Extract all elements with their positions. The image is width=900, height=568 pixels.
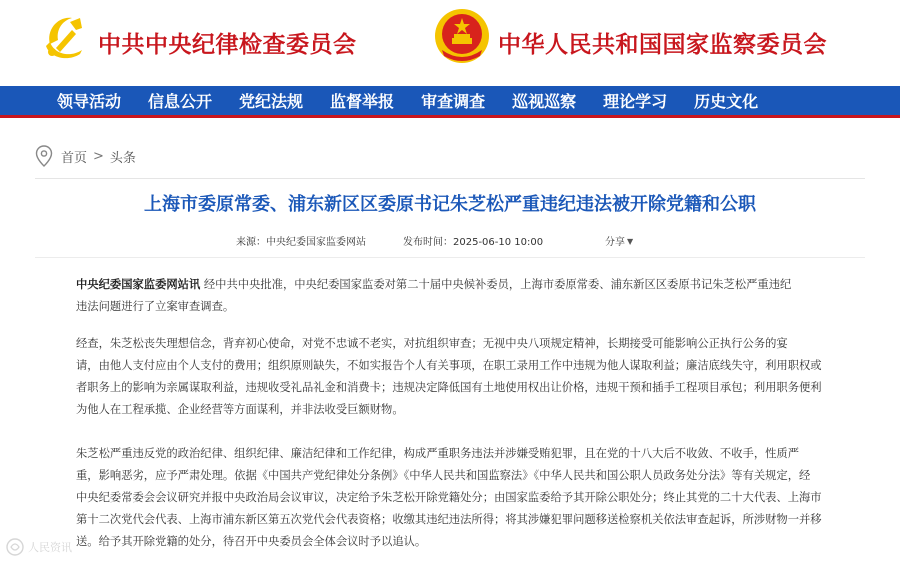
article-paragraph-1 [76, 274, 848, 318]
nav-item-investigation[interactable]: 审查调查 [421, 92, 486, 111]
paragraph-line: 送。给予其开除党籍的处分，待召开中央委员会全体会议时予以追认。 [76, 535, 427, 548]
paragraph-line: 违法问题进行了立案审查调查。 [76, 300, 235, 313]
breadcrumb-current[interactable]: 头条 [109, 150, 136, 166]
breadcrumb-divider [35, 178, 865, 179]
watermark-logo-icon [6, 538, 24, 556]
paragraph-line: 中央纪委常委会会议研究并报中央政治局会议审议，决定给予朱芝松开除党籍处分；由国家监委给予其开除公职处分；终止其党的二十大代表、上海市 [76, 491, 822, 504]
nav-item-party-regulations[interactable]: 党纪法规 [239, 92, 304, 111]
paragraph-line: 第十二次党代会代表、上海市浦东新区第五次党代会代表资格；收缴其违纪违法所得；将其涉嫌犯罪问题移送检察机关依法审查起诉，所涉财物一并移 [76, 513, 822, 526]
main-nav [0, 86, 900, 118]
nav-item-history-culture[interactable]: 历史文化 [694, 92, 759, 111]
breadcrumb-separator: > [93, 148, 104, 164]
paragraph-line: 者职务上的影响为亲属谋取利益，违规收受礼品礼金和消费卡；违规决定降低国有土地使用权出让价格，违规干预和插手工程项目承包；利用职务便利 [76, 381, 822, 394]
paragraph-line: 为他人在工程承揽、企业经营等方面谋利，并非法收受巨额财物。 [76, 403, 404, 416]
location-pin-icon [35, 145, 53, 167]
article-source: 来源：中央纪委国家监委网站 [236, 237, 366, 248]
share-label: 分享 [605, 237, 625, 248]
nav-item-inspection[interactable]: 巡视巡察 [512, 92, 577, 111]
nav-item-leader-activities[interactable]: 领导活动 [57, 92, 122, 111]
paragraph-line: 请，由他人支付应由个人支付的费用；组织原则缺失，不如实报告个人有关事项，在职工录用工作中违规为他人谋取利益；廉洁底线失守，利用职权或 [76, 359, 822, 372]
breadcrumb-home-link[interactable]: 首页 [61, 150, 88, 166]
party-emblem-icon[interactable] [36, 8, 92, 64]
nav-item-report[interactable]: 监督举报 [330, 92, 395, 111]
nav-item-info-disclosure[interactable]: 信息公开 [148, 92, 213, 111]
national-emblem-icon[interactable] [434, 8, 490, 64]
paragraph-line: 重，影响恶劣，应予严肃处理。依据《中国共产党纪律处分条例》《中华人民共和国监察法》《中华人民共和国公职人员政务处分法》等有关规定，经 [76, 469, 811, 482]
breadcrumb [35, 145, 136, 167]
article-publish-time: 发布时间：2025-06-10 10:00 [403, 237, 544, 248]
site-header [0, 0, 900, 86]
watermark [6, 538, 72, 556]
nav-list [0, 86, 900, 115]
paragraph-line: 朱芝松严重违反党的政治纪律、组织纪律、廉洁纪律和工作纪律，构成严重职务违法并涉嫌受贿犯罪，且在党的十八大后不收敛、不收手，性质严 [76, 447, 800, 460]
chevron-down-icon: ▼ [627, 237, 634, 246]
party-committee-name[interactable]: 中共中央纪律检查委员会 [98, 31, 357, 58]
nav-item-theory-study[interactable]: 理论学习 [603, 92, 668, 111]
watermark-text: 人民资讯 [28, 541, 72, 554]
article-paragraph-2 [76, 333, 848, 421]
state-commission-name[interactable]: 中华人民共和国国家监察委员会 [498, 31, 827, 58]
lead-source: 中央纪委国家监委网站讯 [76, 278, 201, 291]
lead-text: 经中共中央批准，中央纪委国家监委对第二十届中央候补委员，上海市委原常委、浦东新区区委原书记朱芝松严重违纪 [200, 278, 792, 291]
paragraph-line [76, 274, 848, 296]
paragraph-line: 经查，朱芝松丧失理想信念，背弃初心使命，对党不忠诚不老实，对抗组织审查；无视中央八项规定精神，长期接受可能影响公正执行公务的宴 [76, 337, 788, 350]
share-button[interactable] [605, 233, 633, 248]
meta-divider [35, 257, 865, 258]
article-paragraph-3 [76, 443, 848, 553]
article-title: 上海市委原常委、浦东新区区委原书记朱芝松严重违纪违法被开除党籍和公职 [144, 194, 756, 215]
